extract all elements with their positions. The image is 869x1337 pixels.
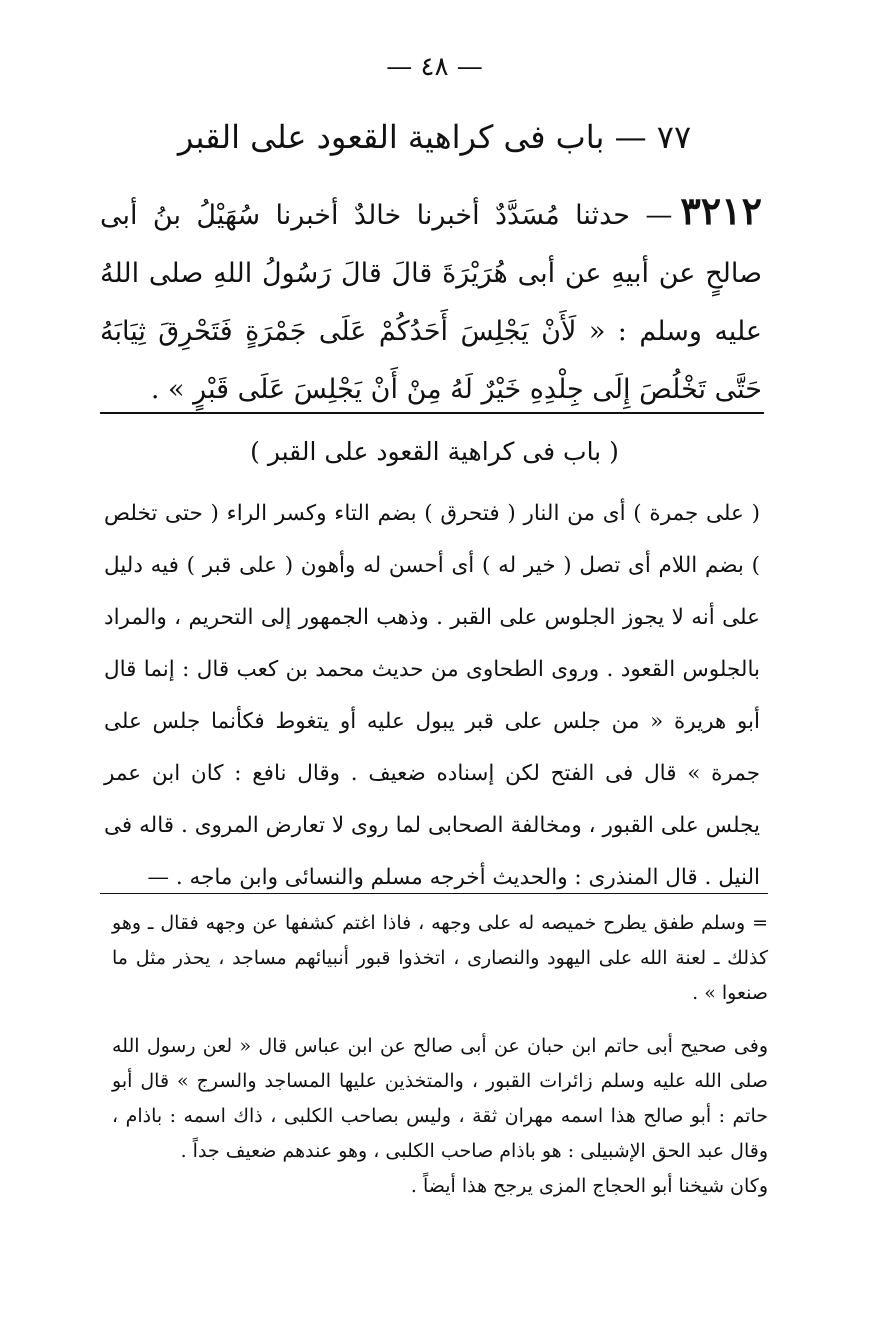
footnote-paragraph-1: = وسلم طفق يطرح خميصه له على وجهه ، فاذا اغتم كشفها عن وجهه فقال ـ وهو كذلك ـ لعنة الله على اليهود والنصارى ، اتخذوا قبور أنبيائهم مساجد ، يحذر مثل ما صنعوا » . [112, 912, 768, 1004]
hadith-text-block [100, 182, 762, 419]
hadith-text: — حدثنا مُسَدَّدٌ أخبرنا خالدٌ أخبرنا سُهَيْلُ بنُ أبى صالحٍ عن أبيهِ عن أبى هُرَيْرَةَ قالَ قالَ رَسُولُ اللهِ صلى اللهُ عليه وسلم : « لَأَنْ يَجْلِسَ أَحَدُكُمْ عَلَى جَمْرَةٍ فَتَحْرِقَ ثِيَابَهُ حَتَّى تَخْلُصَ إِلَى جِلْدِهِ خَيْرٌ لَهُ مِنْ أَنْ يَجْلِسَ عَلَى قَبْرٍ » . [100, 200, 762, 405]
commentary-text: ( على جمرة ) أى من النار ( فتحرق ) بضم التاء وكسر الراء ( حتى تخلص ) بضم اللام أى تصل ( خير له ) أى أحسن له وأهون ( على قبر ) فيه دليل على أنه لا يجوز الجلوس على القبر . وذهب الجمهور إلى التحريم ، والمراد بالجلوس القعود . وروى الطحاوى من حديث محمد بن كعب قال : إنما قال أبو هريرة « من جلس على قبر يبول عليه أو يتغوط فكأنما جلس على جمرة » قال فى الفتح لكن إسناده ضعيف . وقال نافع : كان ابن عمر يجلس على القبور ، ومخالفة الصحابى لما روى لا تعارض المروى . قاله فى النيل . قال المنذرى : والحديث أخرجه مسلم والنسائى وابن ماجه . — [104, 501, 760, 890]
main-divider [100, 412, 764, 414]
footnote-divider [100, 893, 768, 894]
footnote-spacer [112, 1011, 768, 1029]
footnotes-block [112, 906, 768, 1204]
commentary-title: ( باب فى كراهية القعود على القبر ) [250, 437, 619, 466]
footnote-paragraph-3: وكان شيخنا أبو الحجاج المزى يرجح هذا أيضاً . [410, 1175, 768, 1197]
hadith-number: ٣٢١٢ [680, 188, 762, 233]
footnote-paragraph-2: وفى صحيح أبى حاتم ابن حبان عن أبى صالح عن ابن عباس قال « لعن رسول الله صلى الله عليه وسلم زائرات القبور ، والمتخذين عليها المساجد والسرج » قال أبو حاتم : أبو صالح هذا اسمه مهران ثقة ، وليس بصاحب الكلبى ، ذاك اسمه : باذام ، وقال عبد الحق الإشبيلى : هو باذام صاحب الكلبى ، وهو عندهم ضعيف جداً . [112, 1035, 768, 1162]
page-number: — ٤٨ — [386, 52, 483, 82]
chapter-title: ٧٧ — باب فى كراهية القعود على القبر [177, 118, 692, 156]
